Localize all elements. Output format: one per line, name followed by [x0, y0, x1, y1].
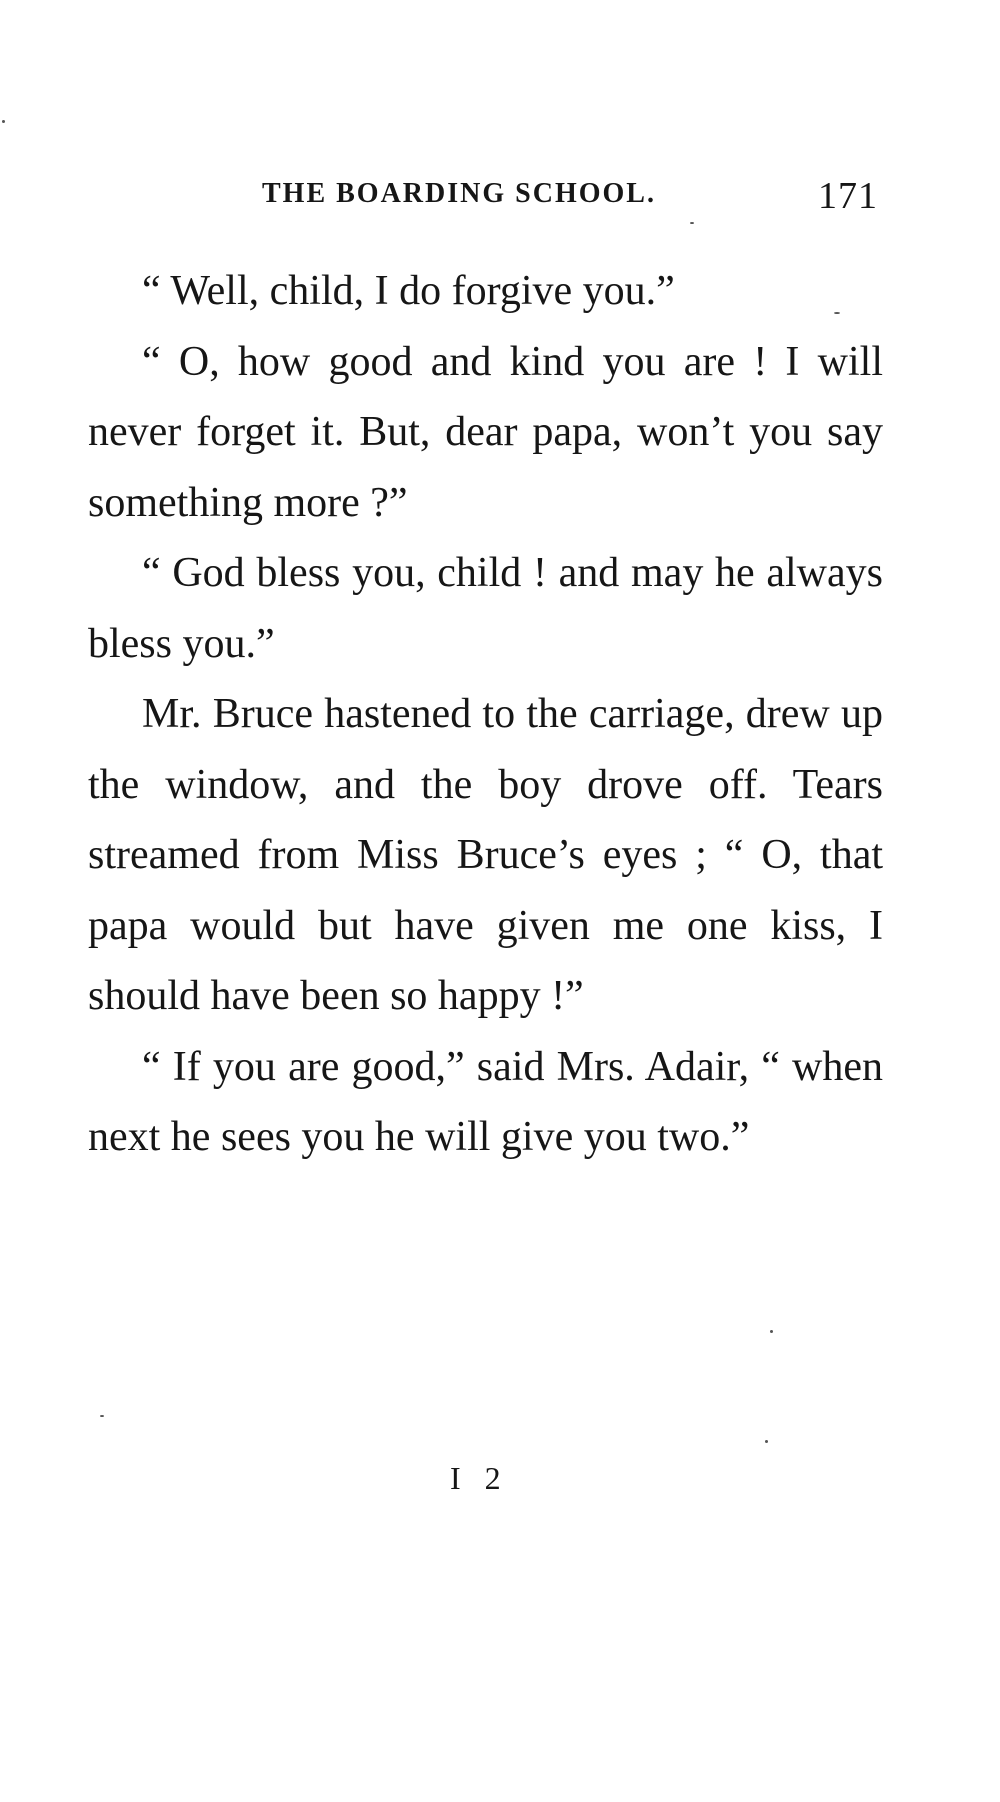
ink-speck: [770, 1330, 773, 1333]
ink-speck: [690, 222, 694, 224]
paragraph-4: Mr. Bruce hastened to the carriage, drew up the window, and the boy drove off. Tears streamed from Miss Bruce’s eyes ; “ O, that papa would but have given me one kiss, I should have been so happy !”: [88, 691, 883, 1019]
paragraph-2: “ O, how good and kind you are ! I will never forget it. But, dear papa, won’t you say something more ?”: [88, 338, 883, 526]
paragraph-1: “ Well, child, I do forgive you.”: [142, 268, 675, 314]
ink-speck: [765, 1440, 768, 1443]
ink-speck: [834, 312, 840, 314]
paragraph-5: “ If you are good,” said Mrs. Adair, “ when next he sees you he will give you two.”: [88, 1043, 883, 1160]
ink-speck: [100, 1415, 104, 1417]
paragraph-3: “ God bless you, child ! and may he always bless you.”: [88, 550, 883, 667]
page-number: 171: [818, 175, 878, 217]
running-title: THE BOARDING SCHOOL.: [262, 178, 656, 209]
ink-speck: [2, 120, 5, 123]
body-text: [88, 256, 883, 1173]
signature-mark: I 2: [450, 1460, 509, 1496]
